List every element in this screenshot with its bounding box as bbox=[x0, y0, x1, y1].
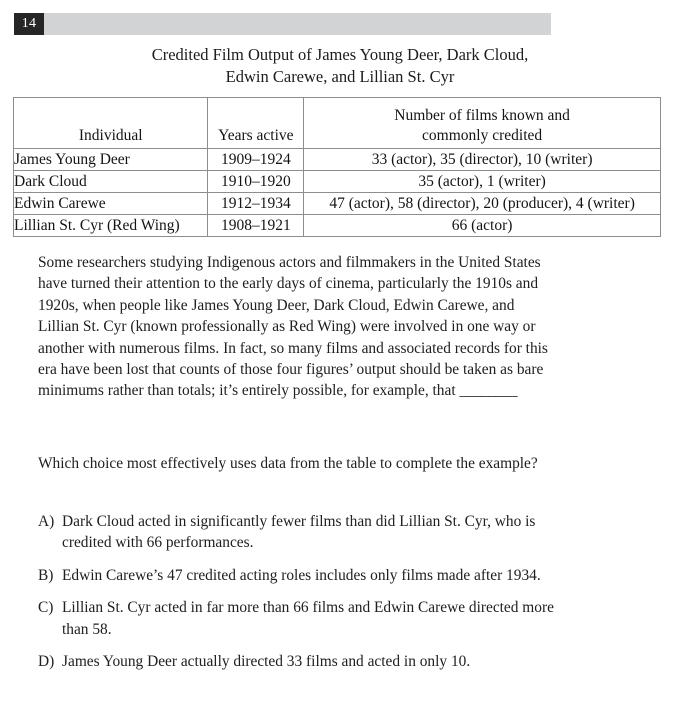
cell-films-credited: 33 (actor), 35 (director), 10 (writer) bbox=[304, 149, 661, 171]
cell-films-credited: 47 (actor), 58 (director), 20 (producer), 4 (writer) bbox=[304, 193, 661, 215]
cell-years-active: 1909–1924 bbox=[208, 149, 304, 171]
figure-title bbox=[60, 44, 620, 88]
answer-choices bbox=[38, 511, 568, 683]
table-row bbox=[14, 215, 661, 237]
film-output-table bbox=[13, 97, 661, 237]
answer-choice-c[interactable] bbox=[38, 597, 568, 640]
cell-individual: Lillian St. Cyr (Red Wing) bbox=[14, 215, 208, 237]
answer-choice-a[interactable] bbox=[38, 511, 568, 554]
answer-choice-a-letter: A) bbox=[38, 513, 55, 530]
cell-individual: James Young Deer bbox=[14, 149, 208, 171]
question-header-fill bbox=[44, 13, 551, 35]
answer-choice-d[interactable] bbox=[38, 651, 568, 672]
figure-title-line-2: Edwin Carewe, and Lillian St. Cyr bbox=[225, 67, 455, 86]
table-row bbox=[14, 149, 661, 171]
answer-choice-b-text: Edwin Carewe’s 47 credited acting roles includes only films made after 1934. bbox=[62, 566, 541, 584]
answer-choice-d-text: James Young Deer actually directed 33 films and acted in only 10. bbox=[62, 653, 471, 671]
question-number-badge: 14 bbox=[14, 13, 44, 35]
question-prompt: Which choice most effectively uses data from the table to complete the example? bbox=[38, 455, 538, 472]
cell-individual: Dark Cloud bbox=[14, 171, 208, 193]
cell-films-credited: 66 (actor) bbox=[304, 215, 661, 237]
column-header-films-credited-line-2: commonly credited bbox=[422, 127, 543, 144]
answer-choice-c-text: Lillian St. Cyr acted in far more than 66 films and Edwin Carewe directed more than 58. bbox=[62, 599, 554, 638]
figure-title-line-1: Credited Film Output of James Young Deer, Dark Cloud, bbox=[151, 45, 529, 64]
question-header-bar bbox=[14, 13, 551, 35]
answer-choice-a-text: Dark Cloud acted in significantly fewer films than did Lillian St. Cyr, who is credited with 66 performances. bbox=[62, 513, 536, 552]
answer-choice-d-letter: D) bbox=[38, 653, 55, 671]
column-header-films-credited bbox=[304, 98, 661, 149]
passage-blank: ________ bbox=[459, 382, 518, 400]
answer-choice-b[interactable] bbox=[38, 565, 568, 586]
passage-body: Some researchers studying Indigenous actors and filmmakers in the United States have turned their attention to the early days of cinema, particularly the 1910s and 1920s, when people like James Young Deer, Dark Cloud, Edwin Carewe, and Lillian St. Cyr (known professionally as Red Wing) were involved in one way or another with numerous films. In fact, so many films and associated records for this era have been lost that counts of those four figures’ output should be taken as bare minimums rather than totals; it’s entirely possible, for example, that bbox=[38, 254, 548, 400]
table-row bbox=[14, 171, 661, 193]
column-header-films-credited-line-1: Number of films known and bbox=[394, 107, 570, 124]
column-header-years-active: Years active bbox=[208, 98, 304, 149]
table-header-row bbox=[14, 98, 661, 149]
table-body bbox=[14, 149, 661, 237]
answer-choice-b-letter: B) bbox=[38, 566, 54, 584]
table-head bbox=[14, 98, 661, 149]
passage-text bbox=[38, 252, 558, 402]
cell-years-active: 1910–1920 bbox=[208, 171, 304, 193]
cell-years-active: 1912–1934 bbox=[208, 193, 304, 215]
cell-individual: Edwin Carewe bbox=[14, 193, 208, 215]
answer-choice-c-letter: C) bbox=[38, 599, 54, 617]
cell-films-credited: 35 (actor), 1 (writer) bbox=[304, 171, 661, 193]
cell-years-active: 1908–1921 bbox=[208, 215, 304, 237]
table-row bbox=[14, 193, 661, 215]
column-header-individual: Individual bbox=[14, 98, 208, 149]
